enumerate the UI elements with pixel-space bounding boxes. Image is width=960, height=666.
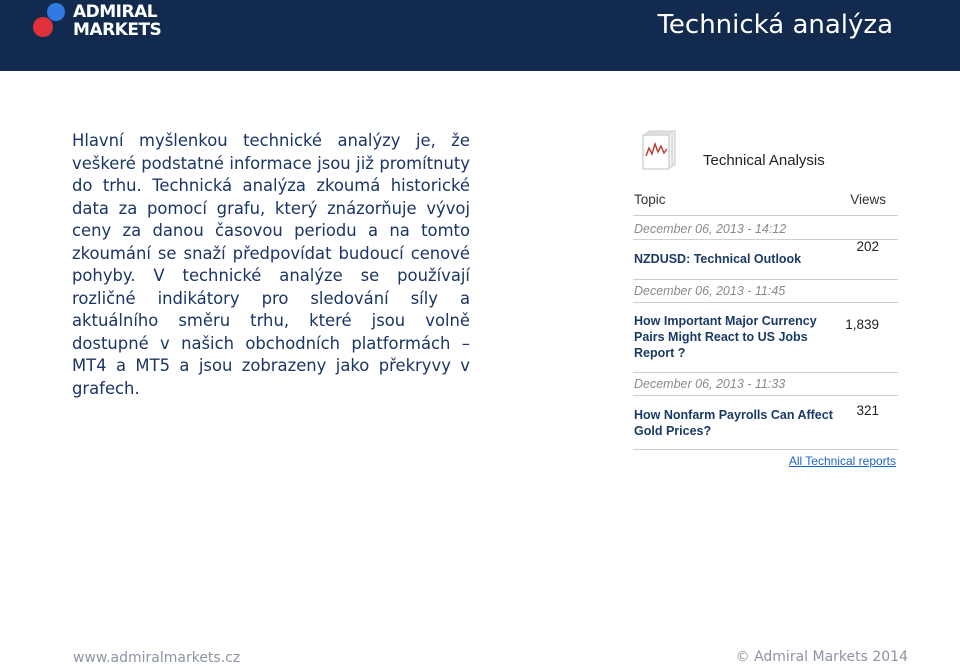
divider bbox=[633, 215, 898, 216]
column-header-views: Views bbox=[850, 192, 886, 207]
footer-copyright: © Admiral Markets 2014 bbox=[735, 649, 908, 665]
report-link[interactable]: How Important Major Currency Pairs Might React to US Jobs Report ? bbox=[634, 314, 817, 360]
logo-line1: ADMIRAL bbox=[73, 2, 158, 22]
report-date: December 06, 2013 - 11:45 bbox=[634, 284, 786, 298]
report-views: 202 bbox=[856, 239, 879, 254]
divider bbox=[633, 372, 898, 373]
report-link[interactable]: How Nonfarm Payrolls Can Affect Gold Prices? bbox=[634, 408, 833, 438]
report-views: 1,839 bbox=[845, 317, 879, 332]
report-link[interactable]: NZDUSD: Technical Outlook bbox=[634, 252, 802, 266]
report-chart-icon bbox=[642, 130, 678, 170]
page-title: Technická analýza bbox=[657, 10, 893, 40]
divider bbox=[633, 279, 898, 280]
all-technical-reports-link[interactable]: All Technical reports bbox=[788, 454, 896, 468]
report-date: December 06, 2013 - 14:12 bbox=[634, 222, 787, 236]
divider bbox=[633, 395, 898, 396]
intro-paragraph: Hlavní myšlenkou technické analýzy je, že veškeré podstatné informace jsou již promítnuty do trhu. Technická analýza zkoumá historické data za pomocí grafu, který znázorňuje vývoj ceny za danou časovou periodu a na tomto zkoumání se snaží předpovídat budoucí cenové pohyby. V technické analýze se používají rozličné indikátory pro sledování síly a aktuálního směru trhu, které jsou volně dostupné v našich obchodních platformách – MT4 a MT5 a jsou zobrazeny jako překryvy v grafech. bbox=[72, 131, 470, 398]
logo-wordmark bbox=[73, 3, 161, 39]
divider bbox=[633, 302, 898, 303]
admiral-markets-logo[interactable] bbox=[33, 3, 173, 39]
header-bar bbox=[0, 0, 960, 71]
logo-red-dot-icon bbox=[33, 17, 53, 37]
technical-analysis-widget bbox=[630, 128, 898, 473]
widget-title: Technical Analysis bbox=[703, 152, 825, 169]
logo-line2: MARKETS bbox=[73, 20, 162, 40]
footer-url[interactable]: www.admiralmarkets.cz bbox=[73, 650, 241, 666]
column-header-topic: Topic bbox=[634, 192, 666, 207]
report-views: 321 bbox=[856, 403, 879, 418]
divider bbox=[633, 449, 898, 450]
logo-blue-dot-icon bbox=[47, 3, 65, 21]
report-date: December 06, 2013 - 11:33 bbox=[634, 377, 786, 391]
